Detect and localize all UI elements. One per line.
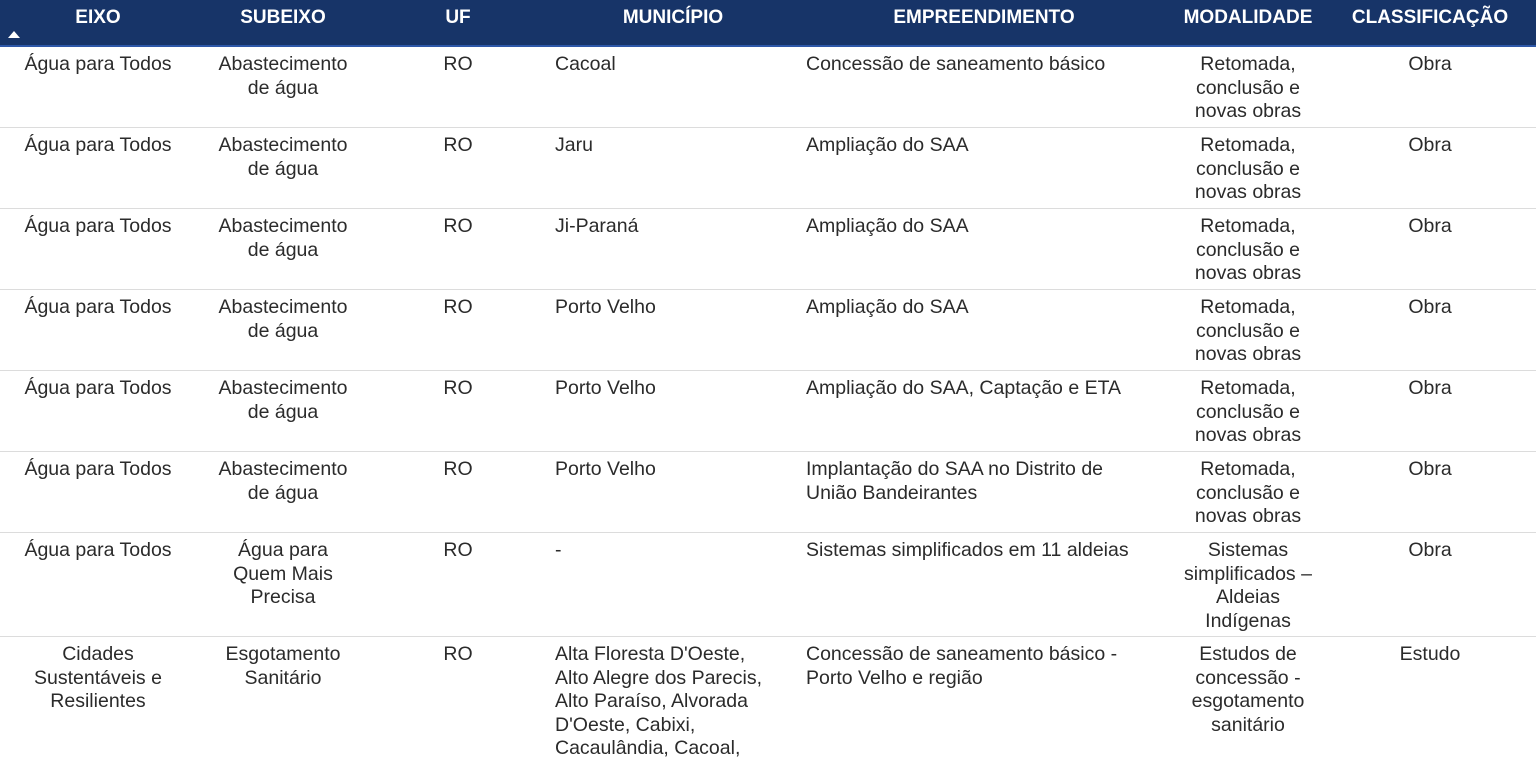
cell-uf: RO [443, 643, 473, 665]
cell-uf: RO [443, 53, 473, 75]
cell-modalidade: Retomada, conclusão e novas obras [1194, 296, 1302, 366]
cell-municipio: Ji-Paraná [555, 215, 639, 237]
cell-subeixo: Abastecimento de água [218, 53, 348, 99]
cell-municipio: Jaru [555, 134, 593, 156]
cell-eixo: Água para Todos [24, 377, 172, 399]
cell-municipio: Porto Velho [555, 296, 656, 318]
column-header-label: MODALIDADE [1183, 7, 1313, 28]
table-row [0, 637, 1536, 762]
cell-municipio: - [555, 539, 562, 561]
column-header-empreendimento[interactable] [806, 0, 1162, 45]
cell-uf: RO [443, 134, 473, 156]
column-header-label: EIXO [75, 7, 121, 28]
column-header-uf[interactable] [372, 0, 544, 45]
table-row [0, 290, 1536, 371]
cell-empreendimento: Ampliação do SAA [806, 296, 969, 318]
table-row [0, 128, 1536, 209]
sort-ascending-icon[interactable] [8, 31, 20, 38]
cell-classificacao: Estudo [1399, 643, 1461, 665]
cell-uf: RO [443, 296, 473, 318]
cell-classificacao: Obra [1408, 134, 1452, 156]
cell-subeixo: Esgotamento Sanitário [225, 643, 341, 689]
table-row [0, 47, 1536, 128]
cell-modalidade: Estudos de concessão - esgotamento sanitário [1191, 643, 1305, 736]
cell-municipio: Porto Velho [555, 377, 656, 399]
cell-empreendimento: Concessão de saneamento básico - Porto Velho e região [806, 643, 1118, 689]
cell-uf: RO [443, 458, 473, 480]
cell-empreendimento: Ampliação do SAA [806, 134, 969, 156]
cell-classificacao: Obra [1408, 539, 1452, 561]
cell-modalidade: Retomada, conclusão e novas obras [1194, 53, 1302, 123]
cell-empreendimento: Concessão de saneamento básico [806, 53, 1106, 75]
cell-subeixo: Água para Quem Mais Precisa [233, 539, 333, 609]
cell-eixo: Água para Todos [24, 458, 172, 480]
cell-classificacao: Obra [1408, 458, 1452, 480]
cell-classificacao: Obra [1408, 296, 1452, 318]
cell-empreendimento: Ampliação do SAA [806, 215, 969, 237]
table-row [0, 209, 1536, 290]
table-row [0, 452, 1536, 533]
cell-modalidade: Retomada, conclusão e novas obras [1194, 377, 1302, 447]
cell-uf: RO [443, 215, 473, 237]
cell-classificacao: Obra [1408, 53, 1452, 75]
cell-modalidade: Sistemas simplificados – Aldeias Indígenas [1184, 539, 1312, 632]
column-header-label: CLASSIFICAÇÃO [1351, 7, 1509, 28]
column-header-label: EMPREENDIMENTO [893, 7, 1075, 28]
cell-subeixo: Abastecimento de água [218, 215, 348, 261]
cell-empreendimento: Sistemas simplificados em 11 aldeias [806, 539, 1129, 561]
cell-subeixo: Abastecimento de água [218, 296, 348, 342]
cell-classificacao: Obra [1408, 215, 1452, 237]
cell-eixo: Água para Todos [24, 215, 172, 237]
column-header-municipio[interactable] [555, 0, 791, 45]
cell-municipio: Porto Velho [555, 458, 656, 480]
table-body [0, 47, 1536, 762]
column-header-label: SUBEIXO [240, 7, 326, 28]
cell-modalidade: Retomada, conclusão e novas obras [1194, 458, 1302, 528]
cell-empreendimento: Ampliação do SAA, Captação e ETA [806, 377, 1122, 399]
column-header-eixo[interactable] [0, 0, 196, 45]
table-row [0, 533, 1536, 637]
column-header-label: UF [445, 7, 471, 28]
cell-subeixo: Abastecimento de água [218, 458, 348, 504]
cell-subeixo: Abastecimento de água [218, 134, 348, 180]
cell-municipio: Alta Floresta D'Oeste, Alto Alegre dos Parecis, Alto Paraíso, Alvorada D'Oeste, Cabixi, Cacaulândia, Cacoal, [555, 643, 763, 760]
cell-municipio: Cacoal [555, 53, 616, 75]
cell-empreendimento: Implantação do SAA no Distrito de União Bandeirantes [806, 458, 1104, 504]
column-header-label: MUNICÍPIO [622, 7, 724, 28]
column-header-classificacao[interactable] [1330, 0, 1530, 45]
cell-eixo: Água para Todos [24, 296, 172, 318]
cell-uf: RO [443, 539, 473, 561]
column-header-modalidade[interactable] [1168, 0, 1328, 45]
cell-classificacao: Obra [1408, 377, 1452, 399]
table-header [0, 0, 1536, 47]
cell-uf: RO [443, 377, 473, 399]
table-row [0, 371, 1536, 452]
cell-modalidade: Retomada, conclusão e novas obras [1194, 134, 1302, 204]
cell-eixo: Água para Todos [24, 53, 172, 75]
column-header-subeixo[interactable] [196, 0, 370, 45]
cell-eixo: Água para Todos [24, 134, 172, 156]
cell-eixo: Água para Todos [24, 539, 172, 561]
cell-eixo: Cidades Sustentáveis e Resilientes [34, 643, 162, 713]
cell-modalidade: Retomada, conclusão e novas obras [1194, 215, 1302, 285]
cell-subeixo: Abastecimento de água [218, 377, 348, 423]
